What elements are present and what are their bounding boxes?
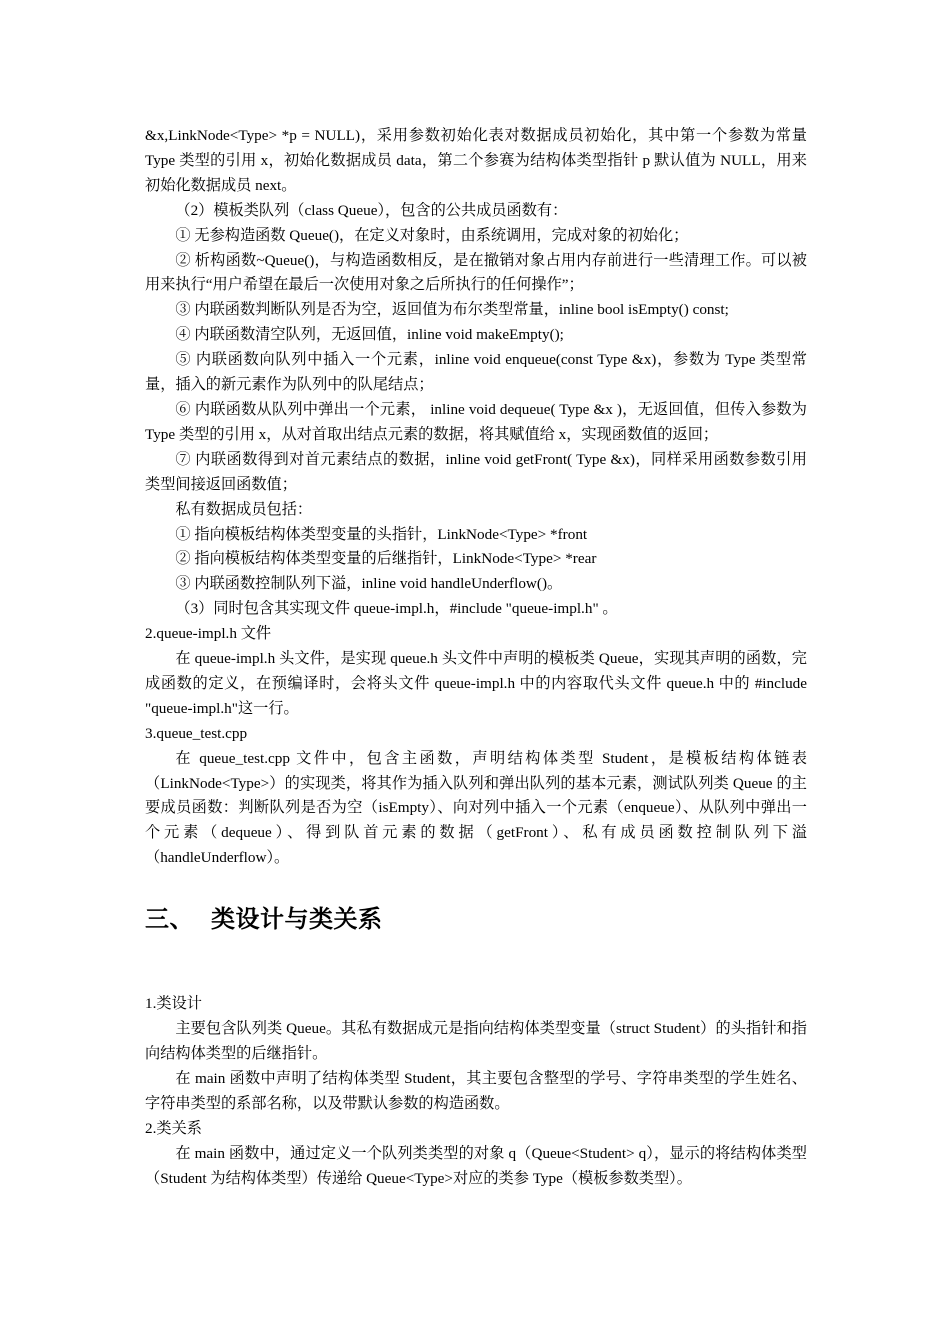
subheading-queue-test: 3.queue_test.cpp [145,724,248,742]
list-item-makeempty: ④ 内联函数清空队列，无返回值，inline void makeEmpty(); [175,326,564,344]
section-title: 类设计与类关系 [211,905,383,934]
paragraph-linknode-constructor: &x,LinkNode<Type> *p = NULL)，采用参数初始化表对数据成员初始化，其中第一个参数为常量 Type 类型的引用 x，初始化数据成员 data，第二个参赛为结构体类型指针 p 默认值为 NULL，用来初始化数据成员 next。 [145,127,807,194]
list-item-constructor: ① 无参构造函数 Queue()，在定义对象时，由系统调用，完成对象的初始化； [175,226,689,244]
list-item-isempty: ③ 内联函数判断队列是否为空，返回值为布尔类型常量，inline bool isEmpty() const; [175,301,729,319]
document-body [145,124,807,1191]
paragraph-class-design-queue: 主要包含队列类 Queue。其私有数据成元是指向结构体类型变量（struct Student）的头指针和指向结构体类型的后继指针。 [145,1020,807,1062]
paragraph-private-members: 私有数据成员包括： [175,500,313,518]
subheading-class-relation: 2.类关系 [145,1119,202,1137]
list-item-handleunderflow: ③ 内联函数控制队列下溢，inline void handleUnderflow()。 [175,575,563,593]
paragraph-queue-class: （2）模板类队列（class Queue），包含的公共成员函数有： [175,201,568,219]
paragraph-queue-impl: 在 queue-impl.h 头文件，是实现 queue.h 头文件中声明的模板类 Queue，实现其声明的函数，完成函数的定义，在预编译时，会将头文件 queue-impl.h 中的内容取代头文件 queue.h 中的 #include "queue-impl.h"这一行。 [145,650,807,717]
paragraph-include-impl: （3）同时包含其实现文件 queue-impl.h，#include "queue-impl.h" 。 [175,600,618,618]
list-item-rear-pointer: ② 指向模板结构体类型变量的后继指针，LinkNode<Type> *rear [175,550,597,568]
list-item-getfront: ⑦ 内联函数得到对首元素结点的数据，inline void getFront( Type &x)，同样采用函数参数引用类型间接返回函数值； [145,450,807,493]
section-number: 三、 [145,905,194,934]
subheading-queue-impl: 2.queue-impl.h 文件 [145,625,272,643]
paragraph-queue-test: 在 queue_test.cpp 文件中，包含主函数，声明结构体类型 Student，是模板结构体链表（LinkNode<Type>）的实现类，将其作为插入队列和弹出队列的基本元素，测试队列类 Queue 的主要成员函数：判断队列是否为空（isEmpty）、向对列中插入一个元素（enqueue）、从队列中弹出一个元素（dequeue）、得到队首元素的数据（getFront）、私有成员函数控制队列下溢（handleUnderflow）。 [145,749,807,867]
list-item-enqueue: ⑤ 内联函数向队列中插入一个元素，inline void enqueue(const Type &x)，参数为 Type 类型常量，插入的新元素作为队列中的队尾结点； [145,351,807,394]
list-item-destructor: ② 析构函数~Queue()，与构造函数相反，是在撤销对象占用内存前进行一些清理工作。可以被用来执行“用户希望在最后一次使用对象之后所执行的任何操作”； [145,251,807,294]
paragraph-class-relation: 在 main 函数中，通过定义一个队列类类型的对象 q（Queue<Student> q），显示的将结构体类型（Student 为结构体类型）传递给 Queue<Type>对应的类参 Type（模板参数类型）。 [145,1144,807,1187]
subheading-class-design: 1.类设计 [145,995,202,1013]
list-item-front-pointer: ① 指向模板结构体类型变量的头指针，LinkNode<Type> *front [175,525,588,543]
section-heading [145,904,807,934]
paragraph-class-design-student: 在 main 函数中声明了结构体类型 Student，其主要包含整型的学号、字符串类型的学生姓名、字符串类型的系部名称，以及带默认参数的构造函数。 [145,1069,807,1112]
list-item-dequeue: ⑥ 内联函数从队列中弹出一个元素， inline void dequeue( Type &x )，无返回值，但传入参数为 Type 类型的引用 x，从对首取出结点元素的数据，将其赋值给 x，实现函数值的返回； [145,400,807,443]
